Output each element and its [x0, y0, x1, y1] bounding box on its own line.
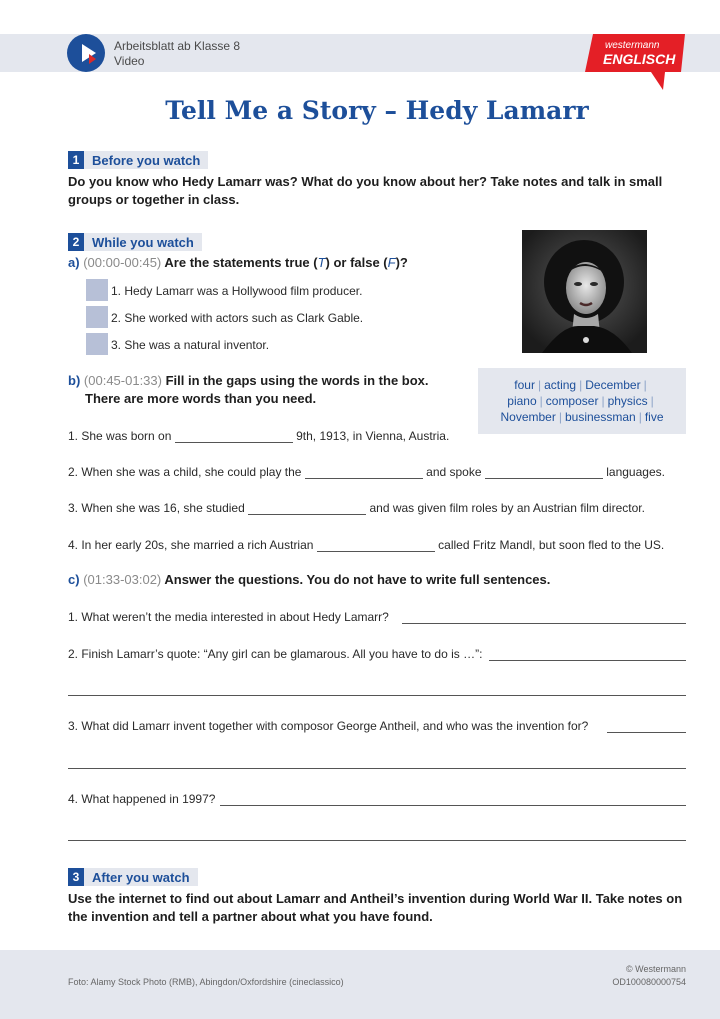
true-false-box[interactable]	[86, 333, 108, 355]
gap-sentence-4: 4. In her early 20s, she married a rich Austrian called Fritz Mandl, but soon fled to the US.	[68, 538, 665, 552]
answer-line[interactable]	[68, 695, 686, 696]
logo-line1: westermann	[605, 40, 660, 51]
task-b-note: There are more words than you need.	[85, 391, 317, 406]
true-false-box[interactable]	[86, 279, 108, 301]
section-number: 3	[68, 868, 84, 886]
word: physics	[607, 394, 648, 408]
word: composer	[545, 394, 599, 408]
word: December	[585, 378, 641, 392]
photo-credit: Foto: Alamy Stock Photo (RMB), Abingdon/Oxfordshire (cineclassico)	[68, 977, 344, 987]
gap-blank[interactable]	[317, 540, 435, 552]
westermann-logo	[585, 34, 685, 90]
section-2-heading	[68, 233, 202, 251]
statement: 1. Hedy Lamarr was a Hollywood film producer.	[111, 284, 363, 298]
word: four	[514, 378, 535, 392]
task-c-question: c) (01:33-03:02) Answer the questions. You do not have to write full sentences.	[68, 572, 551, 587]
question-2: 2. Finish Lamarr’s quote: “Any girl can be glamarous. All you have to do is …”:	[68, 647, 483, 661]
gap-sentence-1: 1. She was born on 9th, 1913, in Vienna, Austria.	[68, 429, 450, 443]
copyright: © Westermann	[626, 964, 686, 974]
gap-sentence-3: 3. When she was 16, she studied and was given film roles by an Austrian film director.	[68, 501, 645, 515]
section-title: After you watch	[92, 869, 190, 885]
gap-sentence-2: 2. When she was a child, she could play the and spoke languages.	[68, 465, 665, 479]
section-1-instructions: Do you know who Hedy Lamarr was? What do you know about her? Take notes and talk in small groups or together in class.	[68, 174, 663, 207]
document-code: OD100080000754	[612, 977, 686, 987]
task-a-question: a) (00:00-00:45) Are the statements true (T) or false (F)?	[68, 255, 408, 270]
gap-blank[interactable]	[305, 467, 423, 479]
play-icon[interactable]	[67, 34, 105, 72]
section-title: While you watch	[92, 234, 194, 250]
word: November	[500, 410, 556, 424]
question-4: 4. What happened in 1997?	[68, 792, 216, 806]
answer-line[interactable]	[489, 660, 686, 661]
logo-line2: ENGLISCH	[603, 51, 676, 67]
worksheet-level: Arbeitsblatt ab Klasse 8	[114, 39, 241, 53]
question-1: 1. What weren’t the media interested in about Hedy Lamarr?	[68, 610, 389, 624]
answer-line[interactable]	[607, 732, 686, 733]
word: acting	[544, 378, 577, 392]
statement: 3. She was a natural inventor.	[111, 338, 270, 352]
page-title: Tell Me a Story – Hedy Lamarr	[165, 96, 589, 125]
answer-line[interactable]	[402, 623, 686, 624]
section-number: 2	[68, 233, 84, 251]
word: five	[644, 410, 664, 424]
statement: 2. She worked with actors such as Clark Gable.	[111, 311, 364, 325]
section-1-heading	[68, 151, 208, 169]
section-number: 1	[68, 151, 84, 169]
answer-line[interactable]	[220, 805, 686, 806]
section-3-heading	[68, 868, 198, 886]
question-3: 3. What did Lamarr invent together with composor George Antheil, and who was the invention for?	[68, 719, 589, 733]
worksheet-type: Video	[114, 54, 145, 68]
true-false-box[interactable]	[86, 306, 108, 328]
word-box: four | acting | December | piano | composer | physics | November | businessman | five	[478, 368, 686, 434]
gap-blank[interactable]	[248, 503, 366, 515]
hedy-lamarr-photo	[522, 230, 647, 353]
answer-line[interactable]	[68, 840, 686, 841]
section-title: Before you watch	[92, 152, 201, 168]
gap-blank[interactable]	[485, 467, 603, 479]
task-b-question: b) (00:45-01:33) Fill in the gaps using the words in the box.	[68, 373, 429, 388]
section-3-instructions: Use the internet to find out about Lamarr and Antheil’s invention during World War II. Take notes on the invention and tell a partner about what you have found.	[68, 891, 683, 924]
word: piano	[507, 394, 537, 408]
word: businessman	[564, 410, 636, 424]
answer-line[interactable]	[68, 768, 686, 769]
gap-blank[interactable]	[175, 431, 293, 443]
